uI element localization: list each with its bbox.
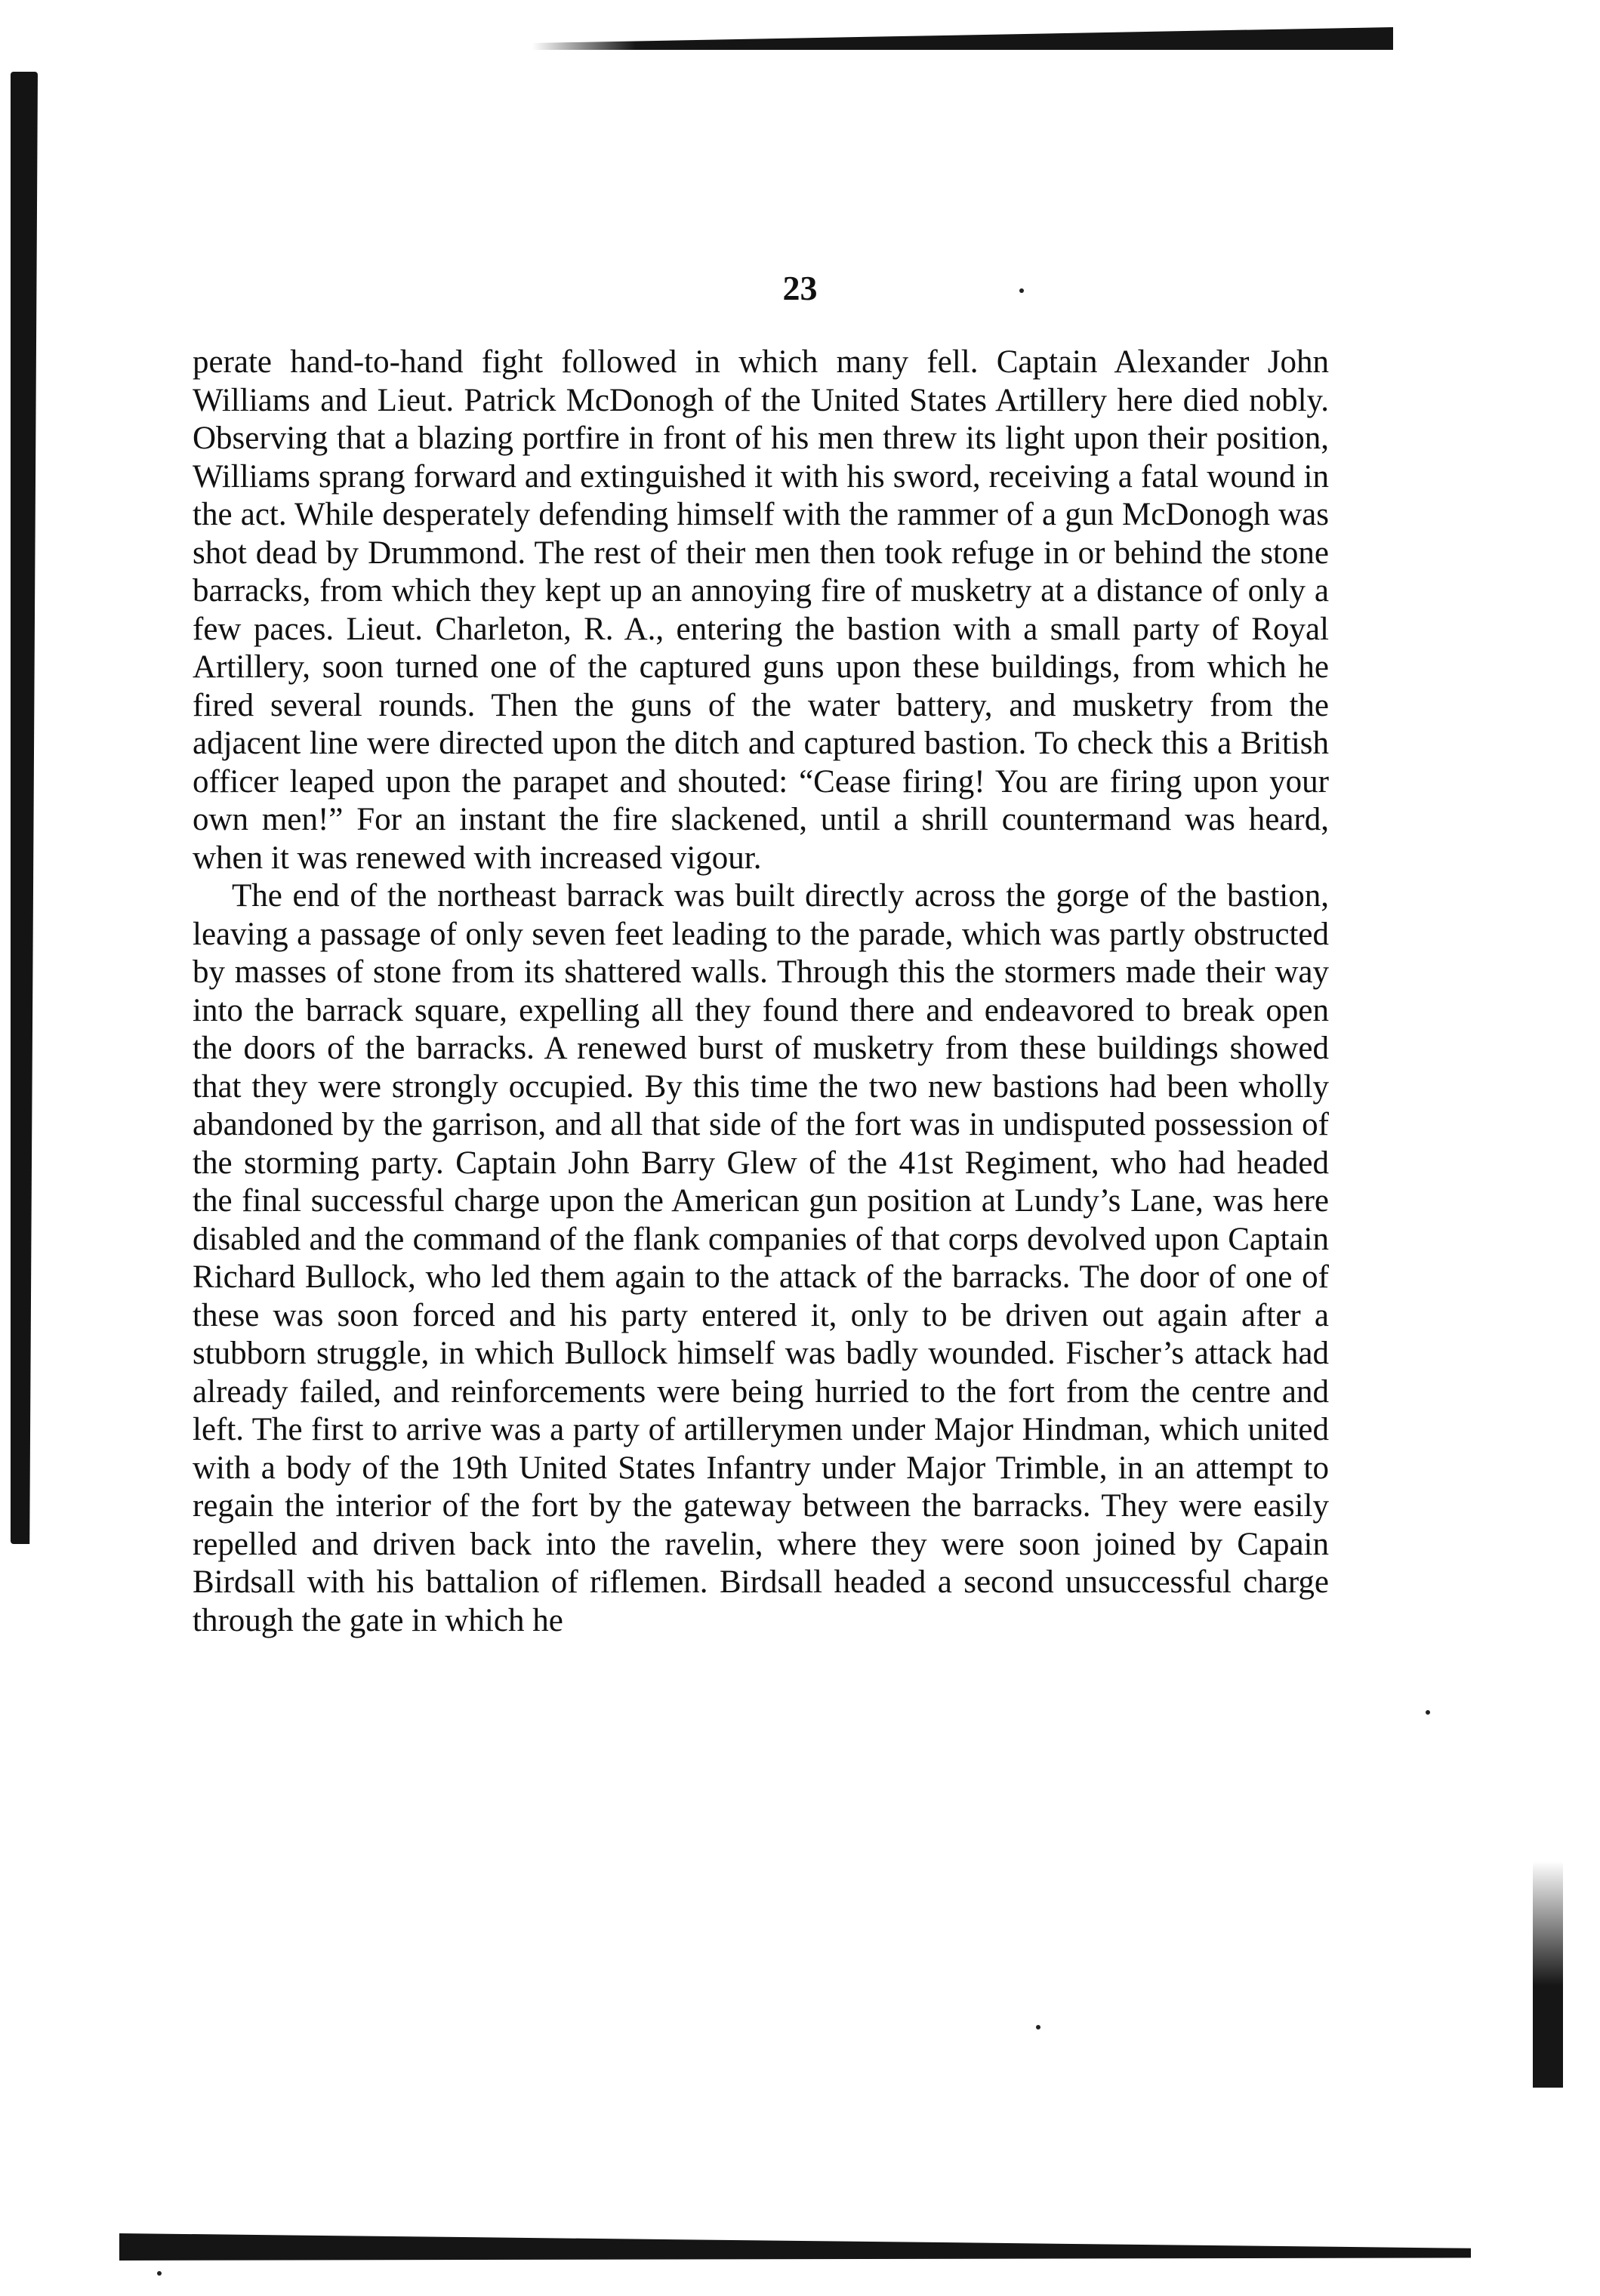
scan-speck xyxy=(1426,1710,1430,1715)
scan-edge-right xyxy=(1533,1861,1563,2088)
page-text xyxy=(193,344,1329,1640)
scan-speck xyxy=(157,2271,162,2276)
paragraph: The end of the northeast barrack was built directly across the gorge of the bastion, leaving a passage of only seven feet leading to the parade, which was partly obstructed by masses of stone from its shattered walls. Through this the stormers made their way into the barrack square, expelling all they found there and endeavored to break open the doors of the barracks. A renewed burst of musketry from these buildings showed that they were strongly occupied. By this time the two new bastions had been wholly abandoned by the garrison, and all that side of the fort was in undisputed possession of the storming party. Captain John Barry Glew of the 41st Regiment, who had headed the final successful charge upon the American gun position at Lundy’s Lane, was here disabled and the command of the flank companies of that corps devolved upon Captain Richard Bullock, who led them again to the attack of the barracks. The door of one of these was soon forced and his party entered it, only to be driven out again after a stubborn struggle, in which Bullock himself was badly wounded. Fischer’s attack had already failed, and reinforcements were being hurried to the fort from the centre and left. The first to arrive was a party of artillerymen under Major Hindman, which united with a body of the 19th United States Infantry under Major Trimble, in an attempt to regain the interior of the fort by the gateway between the barracks. They were easily repelled and driven back into the ravelin, where they were soon joined by Capain Birdsall with his battalion of riflemen. Birdsall headed a second unsuccessful charge through the gate in which he xyxy=(193,878,1329,1638)
scan-edge-bottom xyxy=(119,2233,1471,2261)
scan-edge-top xyxy=(532,27,1393,50)
paragraph: perate hand-to-hand fight followed in which many fell. Captain Alexander John Williams and Lieut. Patrick McDonogh of the United States Artillery here died nobly. Observing that a blazing portfire in front of his men threw its light upon their position, Williams sprang forward and extinguished it with his sword, receiving a fatal wound in the act. While desperately defending himself with the rammer of a gun McDonogh was shot dead by Drummond. The rest of their men then took refuge in or behind the stone barracks, from which they kept up an annoying fire of musketry at a distance of only a few paces. Lieut. Charleton, R. A., entering the bastion with a small party of Royal Artillery, soon turned one of the captured guns upon these buildings, from which he fired several rounds. Then the guns of the water battery, and musketry from the adjacent line were directed upon the ditch and captured bastion. To check this a British officer leaped upon the parapet and shouted: “Cease firing! You are firing upon your own men!” For an instant the fire slackened, until a shrill countermand was heard, when it was renewed with increased vigour. xyxy=(193,344,1329,876)
scan-speck xyxy=(1036,2025,1040,2029)
page-number: 23 xyxy=(782,269,818,307)
